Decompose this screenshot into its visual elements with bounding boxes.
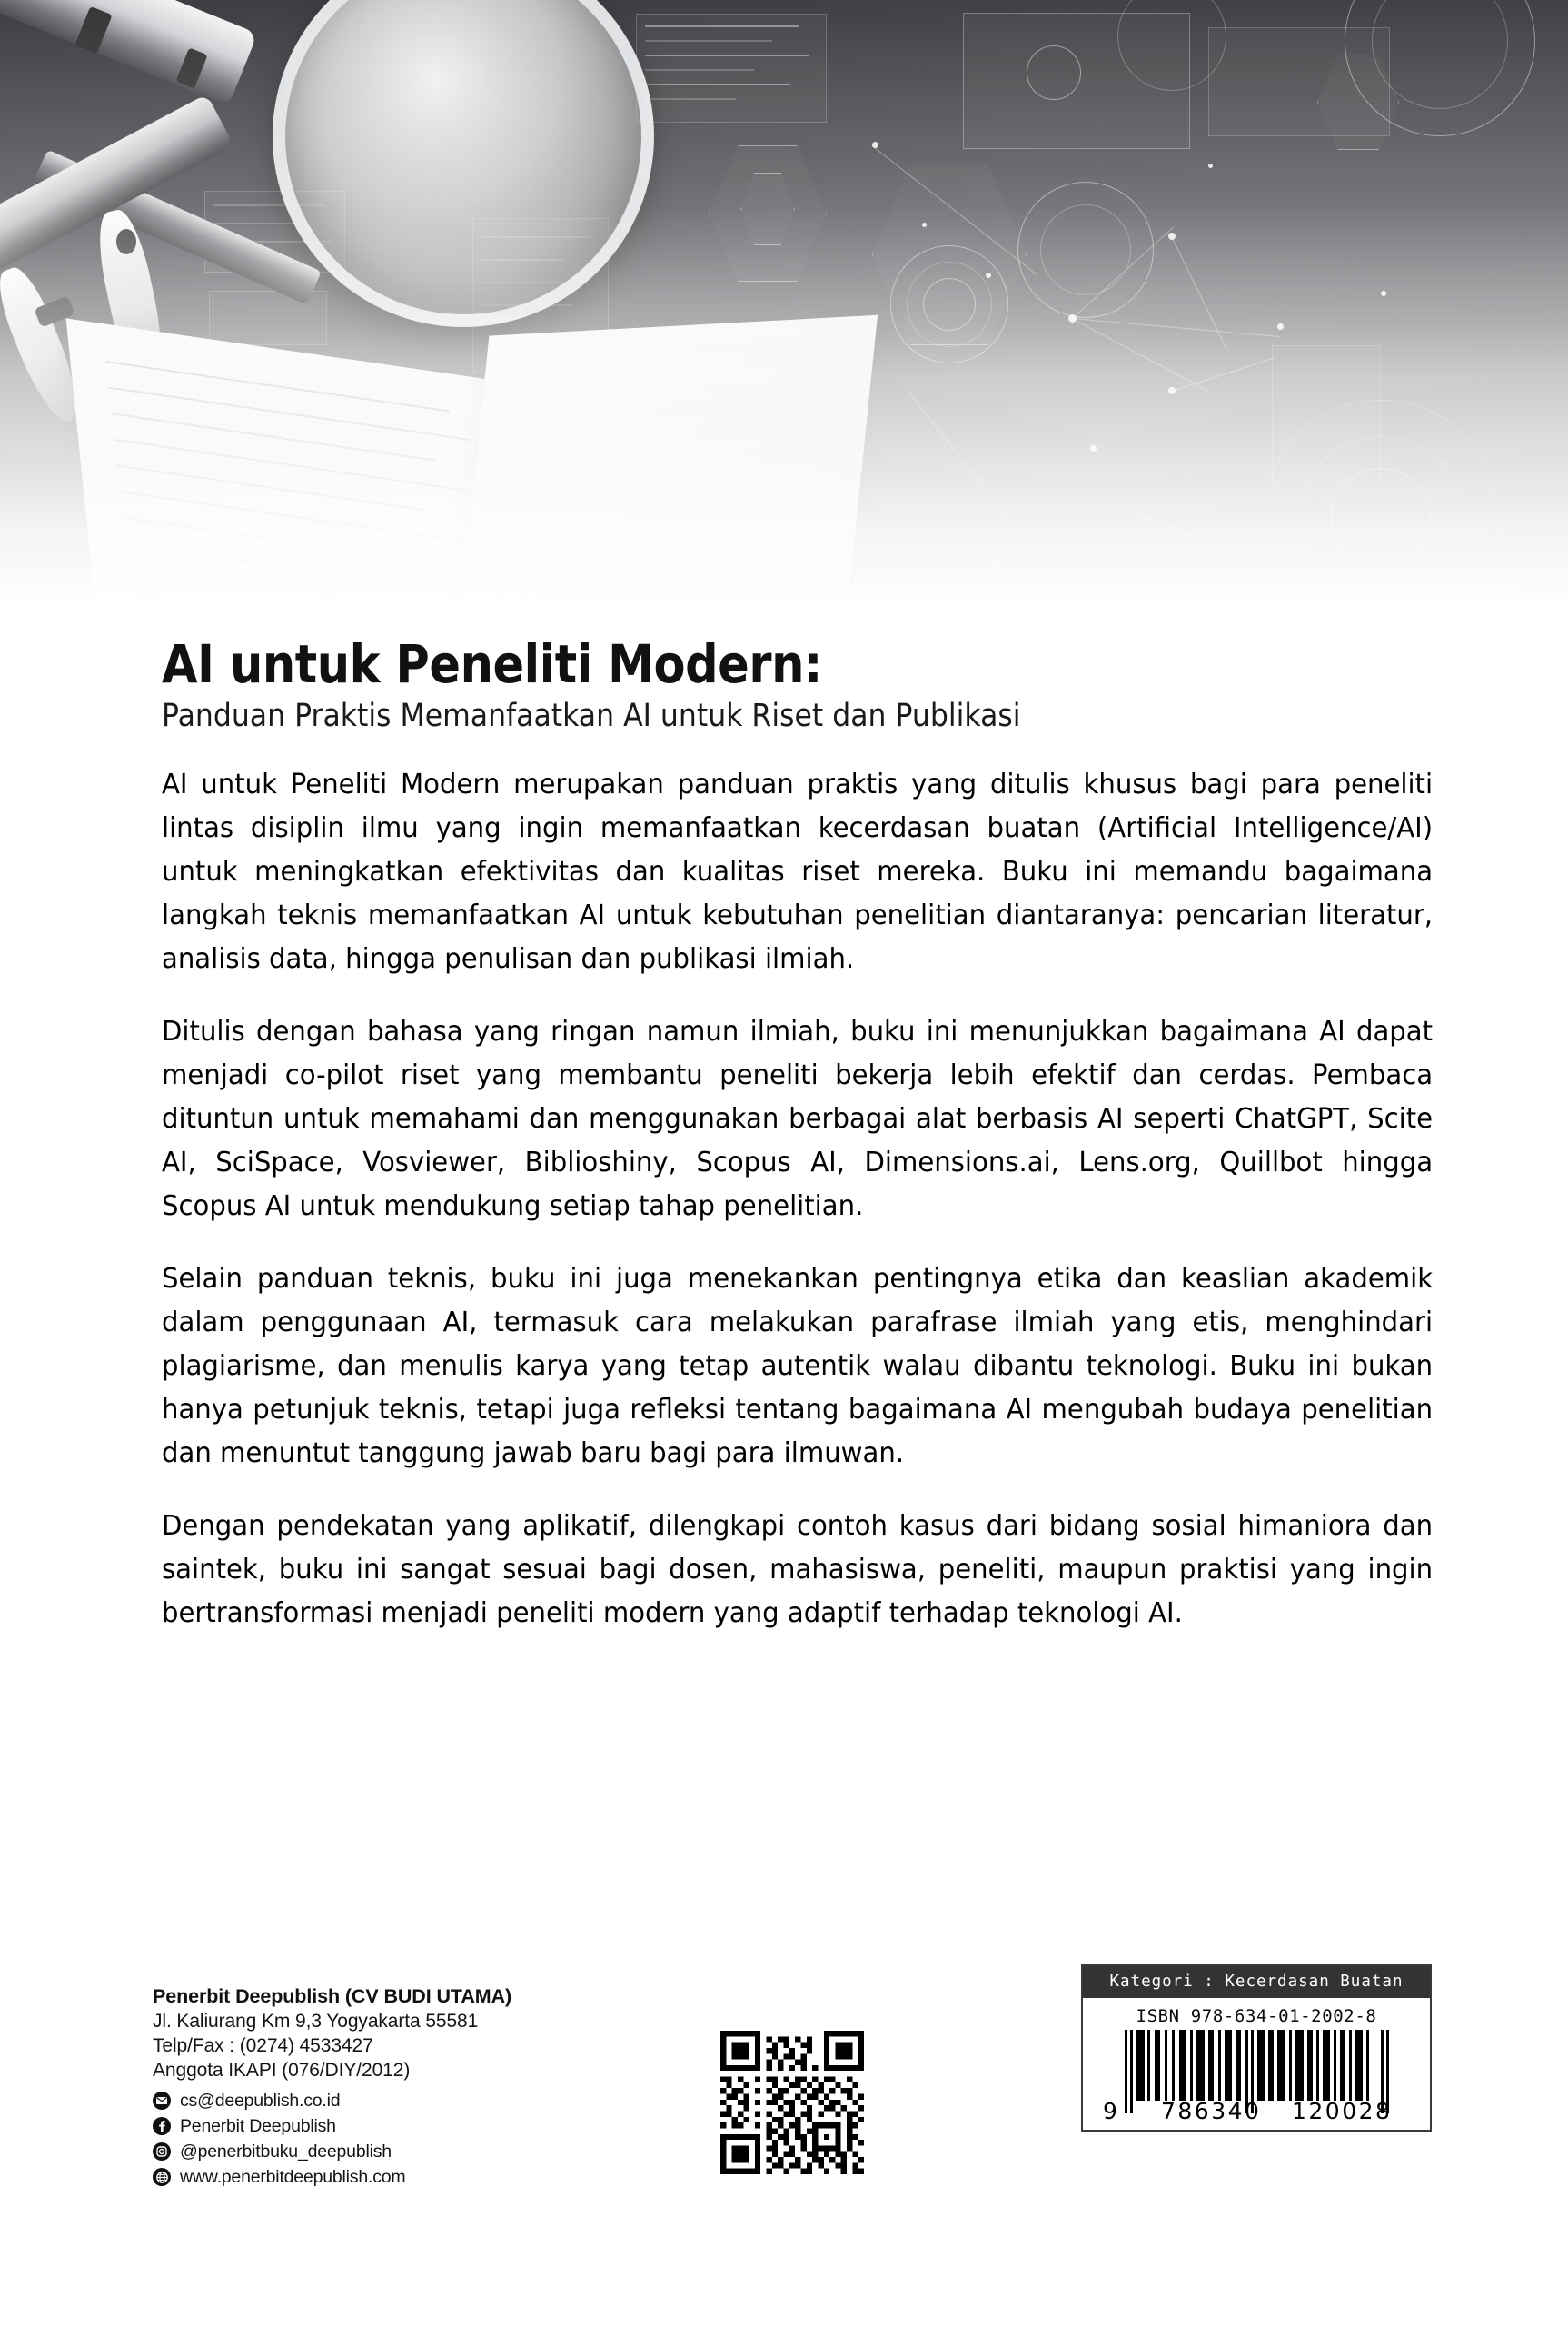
social-link-label: www.penerbitdeepublish.com (180, 2167, 406, 2187)
social-link-label: Penerbit Deepublish (180, 2116, 336, 2136)
book-title: AI untuk Peneliti Modern: (162, 633, 822, 695)
barcode-lead-digit: 9 (1103, 2098, 1117, 2124)
facebook-icon (153, 2117, 171, 2135)
blurb-paragraphs (162, 763, 1434, 1635)
hero-collage (0, 0, 1568, 627)
social-link-label: cs@deepublish.co.id (180, 2091, 341, 2111)
barcode-digits (1103, 2098, 1410, 2124)
barcode (1103, 2030, 1410, 2124)
social-link-instagram[interactable] (153, 2142, 661, 2162)
barcode-left-group: 786340 (1161, 2098, 1262, 2124)
blurb-paragraph: Dengan pendekatan yang aplikatif, dilengkapi contoh kasus dari bidang sosial himaniora dan saintek, buku ini sangat sesuai bagi dosen, mahasiswa, peneliti, maupun praktisi yang ingin bertransformasi menjadi peneliti modern yang adaptif terhadap teknologi AI. (162, 1510, 1434, 1629)
publisher-info (153, 1983, 661, 2192)
social-links (153, 2091, 661, 2187)
publisher-phone: Telp/Fax : (0274) 4533427 (153, 2035, 373, 2056)
blurb-paragraph: Selain panduan teknis, buku ini juga menekankan pentingnya etika dan keaslian akademik dalam penggunaan AI, termasuk cara melakukan parafrase ilmiah yang etis, menghindari plagiarisme, dan menulis karya yang tetap autentik walau dibantu teknologi. Buku ini bukan hanya petunjuk teknis, tetapi juga refleksi tentang bagaimana AI mengubah budaya penelitian dan menuntut tanggung jawab baru bagi para ilmuwan. (162, 1263, 1434, 1469)
publisher-name: Penerbit Deepublish (CV BUDI UTAMA) (153, 1985, 512, 2007)
cover-text-block (162, 633, 1434, 1635)
barcode-right-group: 120028 (1292, 2098, 1393, 2124)
blurb-paragraph: AI untuk Peneliti Modern merupakan panduan praktis yang ditulis khusus bagi para peneliti lintas disiplin ilmu yang ingin memanfaatkan kecerdasan buatan (Artificial Intelligence/AI) untuk meningkatkan efektivitas dan kualitas riset mereka. Buku ini memandu bagaimana langkah teknis memanfaatkan AI untuk kebutuhan penelitian diantaranya: pencarian literatur, analisis data, hingga penulisan dan publikasi ilmiah. (162, 769, 1434, 975)
hero-fade (0, 0, 1568, 627)
book-subtitle: Panduan Praktis Memanfaatkan AI untuk Riset dan Publikasi (162, 698, 1021, 734)
isbn-barcode-box (1081, 1964, 1432, 2132)
qr-code[interactable] (720, 2031, 864, 2174)
globe-icon (153, 2168, 171, 2186)
isbn-body (1083, 1998, 1430, 2130)
cover-footer (0, 1953, 1568, 2326)
social-link-label: @penerbitbuku_deepublish (180, 2142, 392, 2162)
publisher-address: Jl. Kaliurang Km 9,3 Yogyakarta 55581 (153, 2011, 479, 2032)
email-icon (153, 2092, 171, 2110)
social-link-facebook[interactable] (153, 2116, 661, 2136)
isbn-number: ISBN 978-634-01-2002-8 (1136, 2006, 1377, 2026)
social-link-website[interactable] (153, 2167, 661, 2187)
blurb-paragraph: Ditulis dengan bahasa yang ringan namun ilmiah, buku ini menunjukkan bagaimana AI dapat menjadi co-pilot riset yang membantu peneliti bekerja lebih efektif dan cerdas. Pembaca dituntun untuk memahami dan menggunakan berbagai alat berbasis AI seperti ChatGPT, Scite AI, SciSpace, Vosviewer, Biblioshiny, Scopus AI, Dimensions.ai, Lens.org, Quillbot hingga Scopus AI untuk mendukung setiap tahap penelitian. (162, 1016, 1434, 1222)
social-link-email[interactable] (153, 2091, 661, 2111)
category-badge: Kategori : Kecerdasan Buatan (1083, 1966, 1430, 1998)
instagram-icon (153, 2142, 171, 2161)
publisher-membership: Anggota IKAPI (076/DIY/2012) (153, 2060, 411, 2081)
